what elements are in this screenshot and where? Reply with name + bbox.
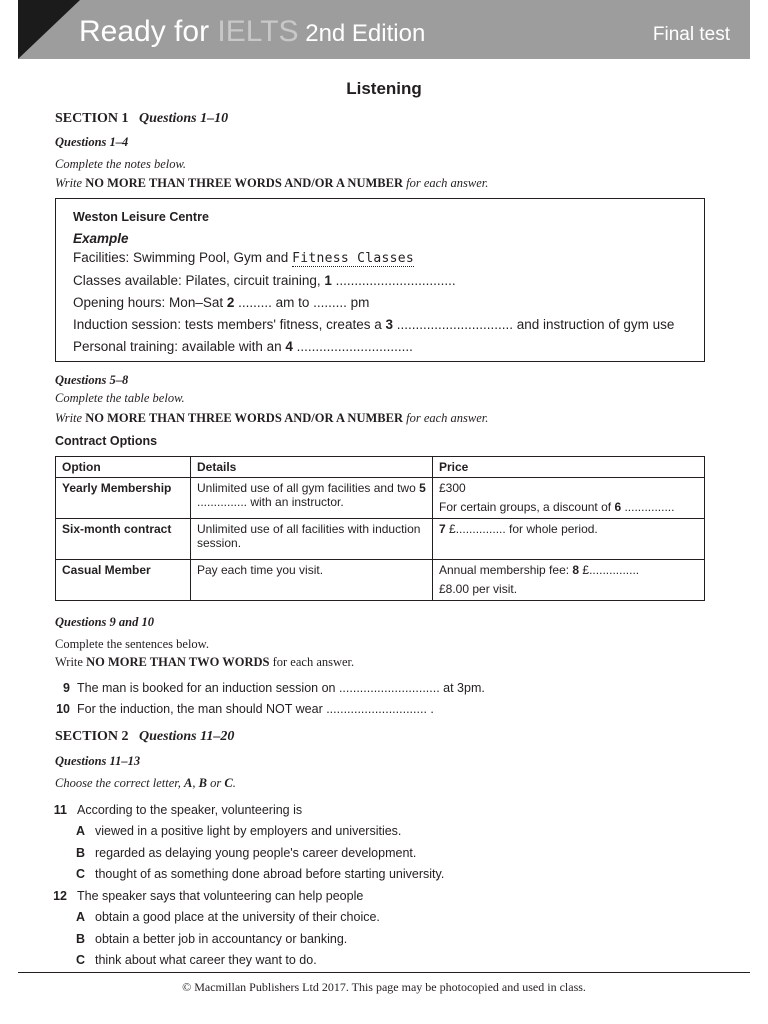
book-title-edition: 2nd Edition xyxy=(298,20,426,47)
question-number: 6 xyxy=(614,500,622,514)
question-number: 1 xyxy=(324,273,332,288)
questions-5-8-instruction-1: Complete the table below. xyxy=(55,391,185,405)
book-title xyxy=(79,14,425,52)
questions-11-13-heading: Questions 11–13 xyxy=(55,754,141,768)
answer-blank: ............... xyxy=(621,500,675,514)
option-text: thought of as something done abroad before starting university. xyxy=(95,867,445,881)
option-text: obtain a better job in accountancy or banking. xyxy=(95,932,348,946)
section-2-heading xyxy=(55,729,234,745)
question-number: 5 xyxy=(419,481,426,495)
option-12-b xyxy=(76,932,347,946)
facilities-text: Facilities: Swimming Pool, Gym and xyxy=(73,250,293,265)
hours-text: pm xyxy=(346,295,370,310)
question-stem: According to the speaker, volunteering is xyxy=(77,803,303,817)
question-text: For the induction, the man should NOT wear ............................. . xyxy=(77,702,434,716)
questions-9-10-heading: Questions 9 and 10 xyxy=(55,615,154,629)
classes-line xyxy=(73,273,456,288)
price-cell xyxy=(433,560,705,601)
personal-text: Personal training: available with an xyxy=(73,339,286,354)
question-number: 2 xyxy=(226,295,235,310)
page-title: Listening xyxy=(346,79,422,98)
question-stem: The speaker says that volunteering can help people xyxy=(77,889,364,903)
instr-text: Write xyxy=(55,411,86,425)
answer-blank: £............... xyxy=(579,563,640,577)
price-cell xyxy=(433,478,705,519)
answer-blank: ............................... xyxy=(392,317,514,332)
copyright-footer: © Macmillan Publishers Ltd 2017. This page may be photocopied and used in class. xyxy=(182,980,586,994)
notes-box xyxy=(55,198,705,362)
classes-text: Classes available: Pilates, circuit training, xyxy=(73,273,325,288)
notes-heading: Weston Leisure Centre xyxy=(73,210,209,224)
header-banner xyxy=(18,0,750,59)
instr-letter: B xyxy=(198,776,207,790)
final-test-label: Final test xyxy=(652,24,730,45)
question-number: 4 xyxy=(285,339,293,354)
instr-text: . xyxy=(232,776,236,790)
hours-text: am to xyxy=(271,295,314,310)
question-number: 9 xyxy=(63,681,70,695)
price-text: £............... for whole period. xyxy=(445,522,598,536)
option-12-c xyxy=(76,953,317,967)
induction-line xyxy=(73,317,674,332)
questions-9-10-instruction-1: Complete the sentences below. xyxy=(55,637,210,651)
answer-blank: ................................ xyxy=(335,273,456,288)
option-cell: Six-month contract xyxy=(56,519,191,560)
price-text: For certain groups, a discount of xyxy=(439,500,615,514)
personal-line xyxy=(73,339,413,354)
hours-line xyxy=(73,295,369,310)
question-number: 7 xyxy=(439,522,446,536)
example-answer: Fitness Classes xyxy=(292,251,414,266)
option-11-b xyxy=(76,846,416,860)
questions-1-4-heading: Questions 1–4 xyxy=(55,135,129,149)
column-header-price: Price xyxy=(433,457,705,478)
instr-text: for each answer. xyxy=(402,176,489,190)
table-row xyxy=(56,560,705,601)
questions-1-4-instruction-1: Complete the notes below. xyxy=(55,157,186,171)
price-subline xyxy=(439,500,698,514)
option-letter: C xyxy=(76,867,86,881)
instr-letter: A xyxy=(184,776,193,790)
questions-11-13-instruction xyxy=(55,776,236,791)
option-cell: Yearly Membership xyxy=(56,478,191,519)
book-title-ielts: IELTS xyxy=(217,15,299,48)
instr-text: Choose the correct letter, xyxy=(55,776,185,790)
price-subline: £8.00 per visit. xyxy=(439,582,518,596)
option-letter: B xyxy=(76,846,86,860)
details-cell xyxy=(191,478,433,519)
question-text: The man is booked for an induction session on ............................. at 3pm. xyxy=(77,681,485,695)
option-text: obtain a good place at the university of their choice. xyxy=(95,910,380,924)
book-title-prefix: Ready for xyxy=(79,15,218,48)
question-number: 10 xyxy=(56,702,70,716)
instr-text: for each answer. xyxy=(269,655,355,669)
question-number: 8 xyxy=(572,563,580,577)
column-header-option: Option xyxy=(56,457,191,478)
instr-bold: NO MORE THAN THREE WORDS AND/OR A NUMBER xyxy=(85,176,403,190)
footer-divider xyxy=(18,972,750,973)
option-11-c xyxy=(76,867,444,881)
table-header-row xyxy=(56,457,705,478)
questions-1-4-instruction-2 xyxy=(55,176,488,191)
table-row xyxy=(56,478,705,519)
table-row xyxy=(56,519,705,560)
section-1-label: SECTION 1 xyxy=(55,111,129,126)
question-number: 3 xyxy=(385,317,393,332)
instr-bold: NO MORE THAN THREE WORDS AND/OR A NUMBER xyxy=(85,411,403,425)
option-cell: Casual Member xyxy=(56,560,191,601)
instr-letter: C xyxy=(224,776,233,790)
option-letter: A xyxy=(76,824,86,838)
questions-5-8-heading: Questions 5–8 xyxy=(55,373,129,387)
option-text: think about what career they want to do. xyxy=(95,953,317,967)
details-text: ............... with an instructor. xyxy=(197,495,344,509)
option-text: viewed in a positive light by employers and universities. xyxy=(95,824,402,838)
contract-options-table xyxy=(55,456,705,601)
price-text: Annual membership fee: xyxy=(439,563,573,577)
column-header-details: Details xyxy=(191,457,433,478)
option-12-a xyxy=(76,910,380,924)
instr-text: for each answer. xyxy=(402,411,489,425)
instr-bold: NO MORE THAN TWO WORDS xyxy=(86,655,270,669)
question-number: 11 xyxy=(53,803,67,817)
option-letter: A xyxy=(76,910,86,924)
hours-text: Opening hours: Mon–Sat xyxy=(73,295,227,310)
answer-blank: ......... xyxy=(234,295,272,310)
facilities-line xyxy=(73,250,414,266)
section-2-questions: Questions 11–20 xyxy=(139,729,235,744)
questions-5-8-instruction-2 xyxy=(55,411,488,426)
instr-text: Write xyxy=(55,655,87,669)
induction-text: and instruction of gym use xyxy=(513,317,675,332)
section-1-questions: Questions 1–10 xyxy=(139,111,229,126)
section-1-heading xyxy=(55,111,228,127)
details-text: Unlimited use of all gym facilities and two xyxy=(197,481,420,495)
details-cell: Unlimited use of all facilities with induction session. xyxy=(191,519,433,560)
instr-text: Write xyxy=(55,176,86,190)
option-letter: B xyxy=(76,932,86,946)
example-label: Example xyxy=(73,231,129,246)
section-2-label: SECTION 2 xyxy=(55,729,129,744)
option-letter: C xyxy=(76,953,86,967)
option-text: regarded as delaying young people's career development. xyxy=(95,846,417,860)
answer-blank: ............................... xyxy=(292,339,413,354)
contract-options-title: Contract Options xyxy=(55,434,158,448)
price-cell xyxy=(433,519,705,560)
questions-9-10-instruction-2 xyxy=(55,655,354,670)
instr-text: or xyxy=(206,776,225,790)
question-number: 12 xyxy=(53,889,67,903)
header-corner-decoration xyxy=(18,0,80,59)
details-cell: Pay each time you visit. xyxy=(191,560,433,601)
price-text: £300 xyxy=(439,481,466,495)
induction-text: Induction session: tests members' fitness, creates a xyxy=(73,317,386,332)
instr-text: , xyxy=(192,776,199,790)
option-11-a xyxy=(76,824,401,838)
answer-blank: ......... xyxy=(313,295,347,310)
